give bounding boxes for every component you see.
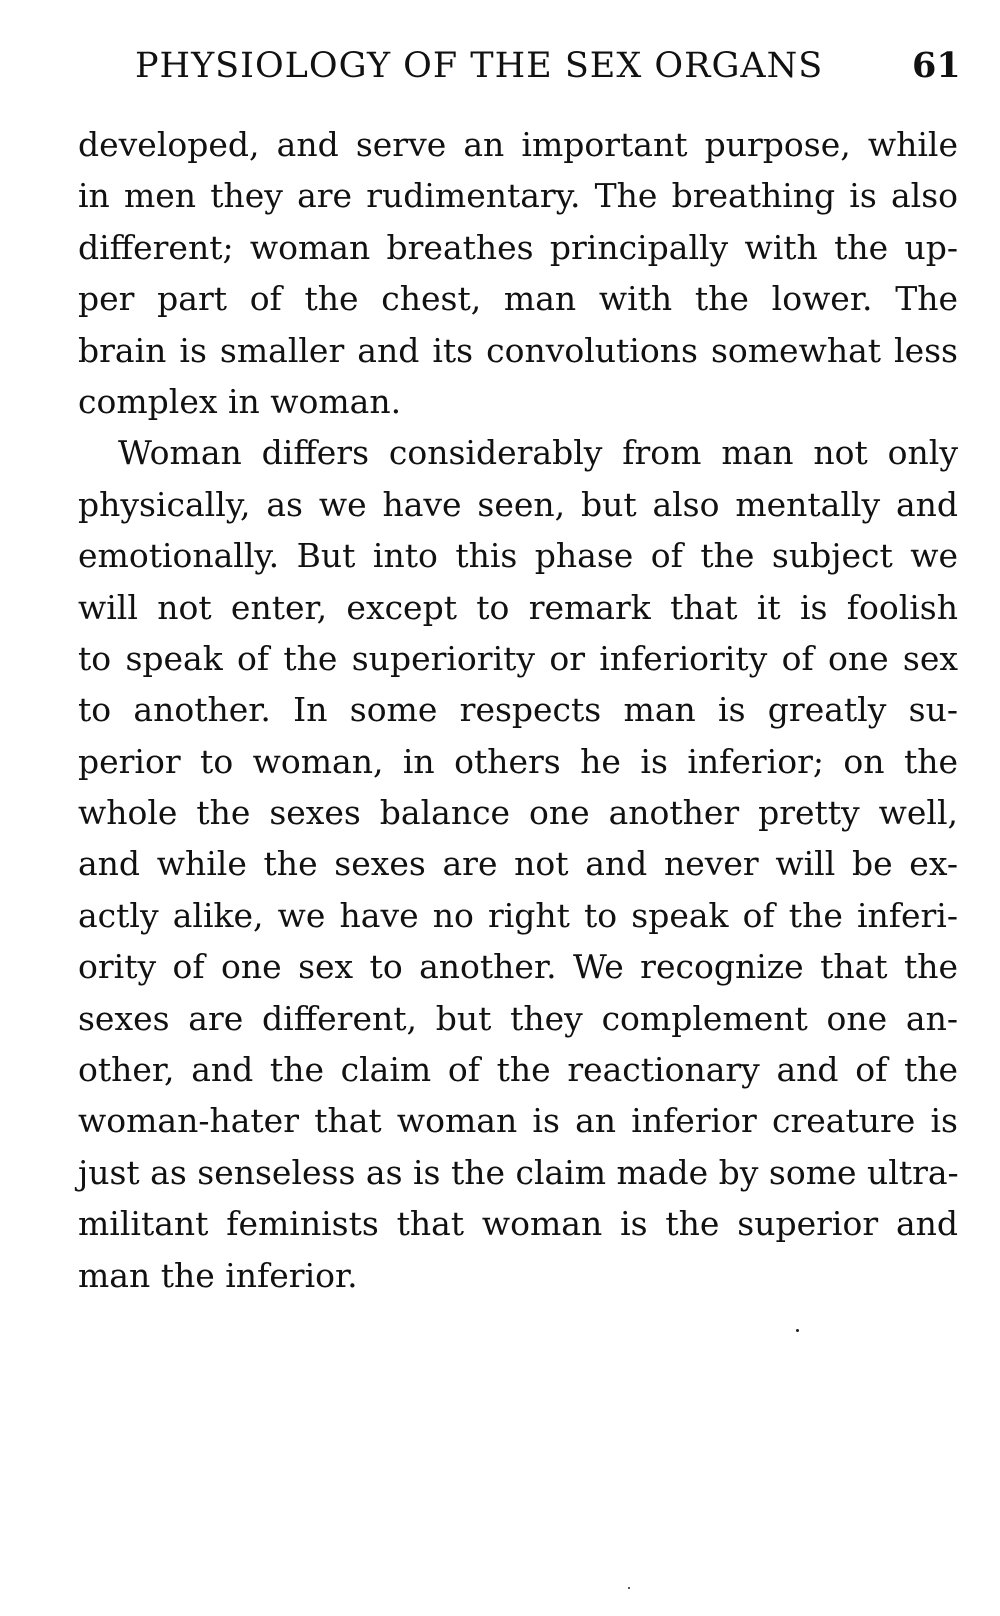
body-text [78, 119, 958, 1301]
text-line: just as senseless as is the claim made by some ultra- [78, 1152, 959, 1192]
text-line: woman-hater that woman is an inferior creature is [78, 1101, 958, 1141]
text-line: brain is smaller and its convolutions somewhat less [78, 330, 958, 370]
running-head-title: PHYSIOLOGY OF THE SEX ORGANS [135, 46, 824, 86]
text-line: different; woman breathes principally with the up- [78, 227, 958, 267]
scan-speck [796, 1329, 799, 1332]
text-line: ority of one sex to another. We recognize that the [78, 947, 958, 987]
text-line: whole the sexes balance one another pretty well, [78, 793, 958, 833]
text-line: physically, as we have seen, but also mentally and [78, 484, 958, 524]
scan-speck [628, 1587, 630, 1589]
paragraph [78, 119, 958, 427]
text-line: perior to woman, in others he is inferior; on the [78, 741, 958, 781]
text-line: actly alike, we have no right to speak of the inferi- [78, 895, 958, 935]
text-line: will not enter, except to remark that it is foolish [78, 587, 958, 627]
text-line: man the inferior. [78, 1255, 358, 1295]
text-line: complex in woman. [78, 381, 402, 421]
text-line: to another. In some respects man is greatly su- [78, 690, 958, 730]
text-line: and while the sexes are not and never will be ex- [78, 844, 958, 884]
text-line: developed, and serve an important purpose, while [78, 125, 958, 164]
paragraph [78, 427, 958, 1301]
text-line: Woman differs considerably from man not only [118, 433, 958, 473]
text-line: militant feminists that woman is the superior and [78, 1204, 958, 1244]
text-line: in men they are rudimentary. The breathing is also [78, 176, 958, 216]
text-line: other, and the claim of the reactionary and of the [78, 1050, 958, 1090]
page-number: 61 [912, 45, 961, 86]
text-line: sexes are different, but they complement one an- [78, 998, 958, 1038]
text-line: per part of the chest, man with the lower. The [78, 279, 958, 319]
text-line: to speak of the superiority or inferiority of one sex [78, 638, 958, 678]
text-line: emotionally. But into this phase of the subject we [78, 536, 958, 576]
